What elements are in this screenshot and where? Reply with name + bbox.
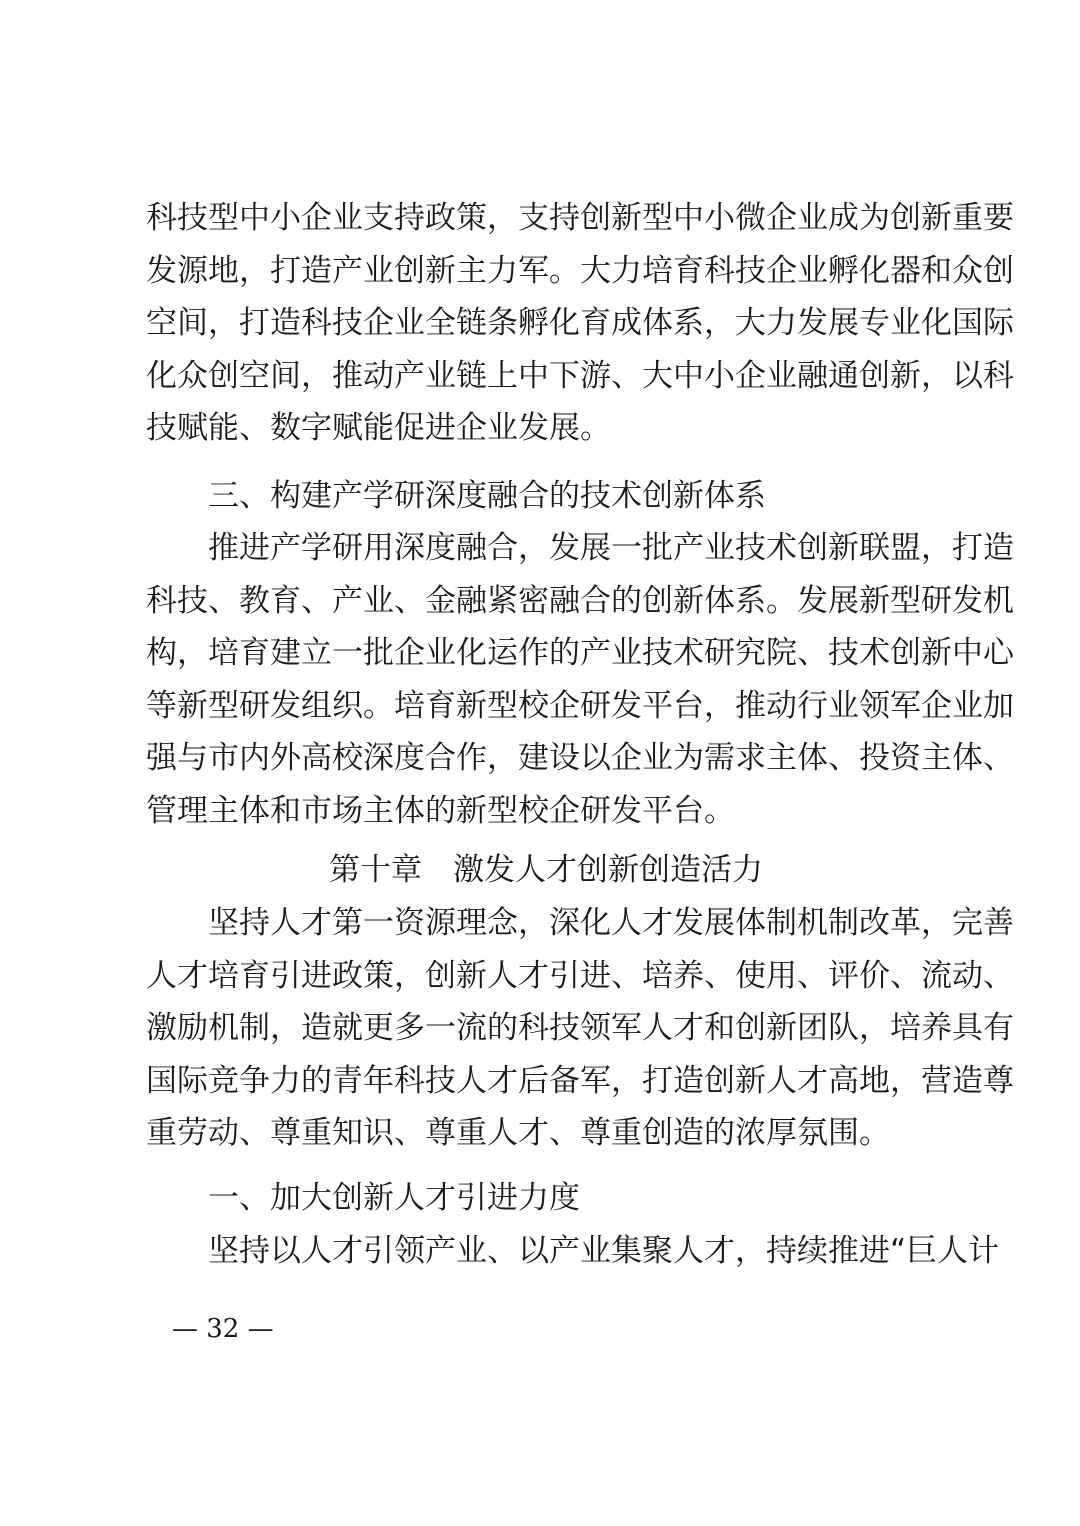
text-line: 化众创空间，推动产业链上中下游、大中小企业融通创新，以科	[146, 357, 1014, 394]
text-line: 推进产学研用深度融合，发展一批产业技术创新联盟，打造	[146, 530, 1014, 566]
page-number: — 32 —	[172, 1314, 274, 1344]
text-line: 空间，打造科技企业全链条孵化育成体系，大力发展专业化国际	[146, 305, 1014, 341]
section-heading	[146, 1172, 946, 1225]
chapter-title	[146, 844, 946, 897]
text-line: 构，培育建立一批企业化运作的产业技术研究院、技术创新中心	[146, 635, 1014, 671]
text-line: 强与市内外高校深度合作，建设以企业为需求主体、投资主体、	[146, 740, 1014, 776]
section-heading-text: 三、构建产学研深度融合的技术创新体系	[146, 478, 766, 514]
section-heading	[146, 470, 946, 523]
text-line: 等新型研发组织。培育新型校企研发平台，推动行业领军企业加	[146, 687, 1014, 724]
section-heading-text: 一、加大创新人才引进力度	[146, 1180, 580, 1216]
text-line: 科技、教育、产业、金融紧密融合的创新体系。发展新型研发机	[146, 582, 1014, 619]
text-line: 发源地，打造产业创新主力军。大力培育科技企业孵化器和众创	[146, 252, 1014, 289]
text-line: 重劳动、尊重知识、尊重人才、尊重创造的浓厚氛围。	[146, 1115, 890, 1151]
text-line: 人才培育引进政策，创新人才引进、培养、使用、评价、流动、	[146, 957, 1014, 994]
paragraph-continued	[146, 192, 1014, 455]
paragraph-chapter-intro	[146, 897, 1014, 1160]
chapter-title-text: 第十章 激发人才创新创造活力	[329, 852, 763, 888]
text-line: 激励机制，造就更多一流的科技领军人才和创新团队，培养具有	[146, 1010, 1014, 1046]
text-line: 坚持人才第一资源理念，深化人才发展体制机制改革，完善	[146, 905, 1014, 941]
text-line: 国际竞争力的青年科技人才后备军，打造创新人才高地，营造尊	[146, 1062, 1014, 1099]
text-line: 技赋能、数字赋能促进企业发展。	[146, 410, 611, 446]
text-line: 管理主体和市场主体的新型校企研发平台。	[146, 792, 735, 829]
paragraph-section-three	[146, 522, 1014, 837]
text-line: 坚持以人才引领产业、以产业集聚人才，持续推进“巨人计	[146, 1233, 1000, 1269]
paragraph-section-one	[146, 1225, 1000, 1278]
text-line: 科技型中小企业支持政策，支持创新型中小微企业成为创新重要	[146, 200, 1014, 236]
